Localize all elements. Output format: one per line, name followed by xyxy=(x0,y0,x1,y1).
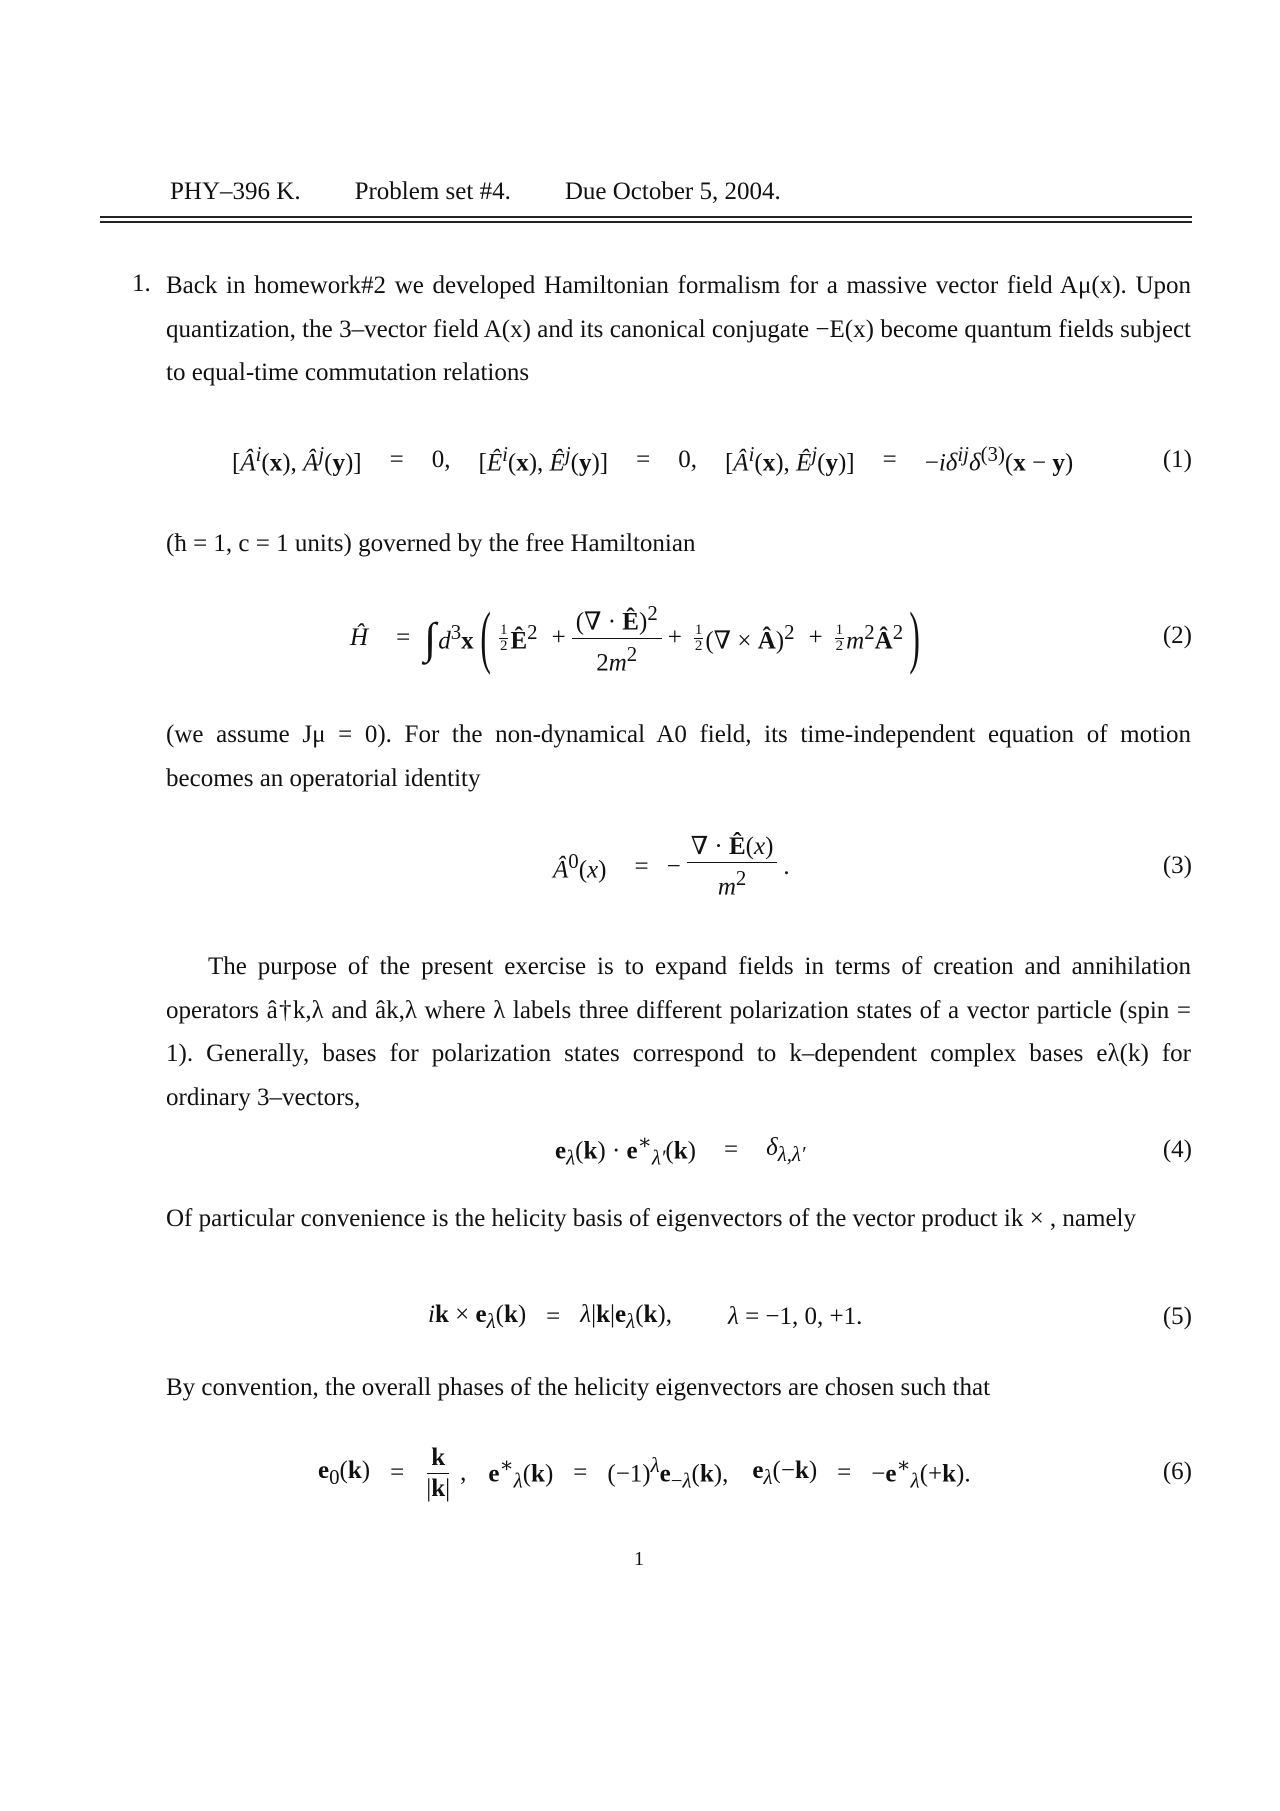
equation-2-number: (2) xyxy=(1162,622,1192,649)
convention-paragraph: By convention, the overall phases of the helicity eigenvectors are chosen such that xyxy=(166,1374,991,1401)
problem-number: 1. xyxy=(132,270,151,297)
purpose-paragraph: The purpose of the present exercise is to expand fields in terms of creation and annihilation operators â†k,λ and âk,λ where λ labels three different polarization states of a vector particle (spin = 1). Generally, bases for polarization states correspond to k–dependent complex bases eλ(k) for ordinary 3–vectors, xyxy=(166,953,1191,1111)
equation-5: ik × $e_\lambda(k)$ = $\lambda|k|e_\lambda(k)$, λ = −1, 0, +1. xyxy=(428,1300,863,1333)
course-code: PHY–396 K. xyxy=(170,178,301,205)
equation-3: $Â^0(x)$ = − $\frac{\nabla \cdot Ê(x)}{m^2}$ . xyxy=(553,832,790,901)
equation-2: Ĥ = ∫ $d^3x$ ( 1 2 $Ê^2$ + $\frac{(\nabla \cdot Ê)^2}{2m^2}$ + 1 2 (∇ × Â)$^2$ + 1 2 $m^2Â^2$ ) xyxy=(350,599,921,676)
equation-6: $e_0(k)$ = $\frac{k}{|k|}$ , $e^∗_\lambda(k)$ = $(-1)^\lambda e_{-\lambda}(k)$, $e_\lambda(-k)$ = $-e^∗_\lambda(+k)$. xyxy=(318,1443,971,1502)
equation-4-number: (4) xyxy=(1162,1136,1192,1163)
problem-set-title: Problem set #4. xyxy=(354,178,511,205)
equation-4: $e_\lambda(k) \cdot e^∗_{\lambda'}(k)$ = $\delta_{\lambda,\lambda'}$ xyxy=(555,1129,806,1170)
intro-paragraph: Back in homework#2 we developed Hamiltonian formalism for a massive vector field Aμ(x). Upon quantization, the 3–vector field A(x) and its canonical conjugate −E(x) become quantum fields subject to equal-time commutation relations xyxy=(166,272,1191,386)
equation-1: [$Â^i(x)$, $Â^j(y)$] = 0, [$Ê^i(x)$, $Ê^j(y)$] = 0, [$Â^i(x)$, $Ê^j(y)$] = $-i\delta^{ij}\delta^{(3)}(x - y)$ xyxy=(232,442,1074,477)
page-number: 1 xyxy=(634,1548,644,1570)
header-rule xyxy=(100,216,1192,218)
helicity-paragraph: Of particular convenience is the helicity basis of eigenvectors of the vector product ik × , namely xyxy=(166,1205,1137,1232)
equation-3-number: (3) xyxy=(1162,852,1192,879)
page-header xyxy=(170,178,781,206)
assumption-paragraph: (we assume Jμ = 0). For the non-dynamical A0 field, its time-independent equation of motion becomes an operatorial identity xyxy=(166,721,1191,792)
due-date: Due October 5, 2004. xyxy=(564,178,781,205)
equation-1-number: (1) xyxy=(1162,446,1192,473)
header-rule-double xyxy=(100,221,1192,223)
units-line: (ħ = 1, c = 1 units) governed by the free Hamiltonian xyxy=(166,530,696,557)
equation-5-number: (5) xyxy=(1162,1303,1192,1330)
equation-6-number: (6) xyxy=(1162,1458,1192,1485)
